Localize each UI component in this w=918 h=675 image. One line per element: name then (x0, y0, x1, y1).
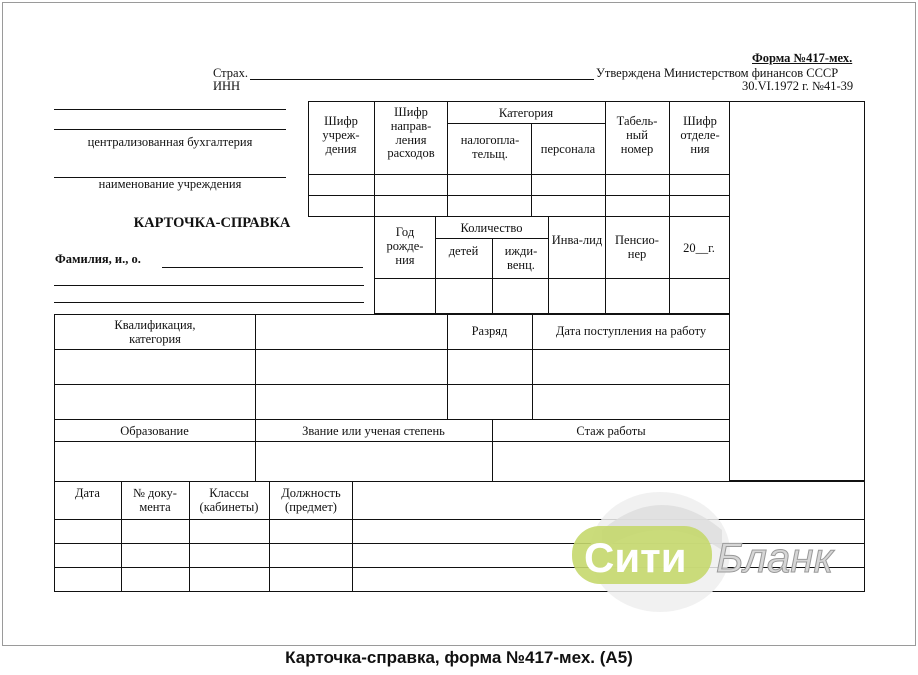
watermark-part1: Сити (584, 534, 687, 581)
col-classes: Классы (кабинеты) (199, 486, 259, 514)
watermark-part2: Бланк (716, 534, 834, 581)
org-line-1 (54, 109, 286, 110)
strakh-label: Страх. (213, 66, 248, 80)
caption: Карточка-справка, форма №417-мех. (А5) (285, 648, 633, 667)
col-direction-code: Шифр направ-ления расходов (387, 105, 435, 161)
approved-text: Утверждена Министерством финансов СССР (596, 66, 839, 80)
col-disabled: Инва-лид (551, 233, 603, 247)
hire-date-label: Дата поступления на работу (555, 324, 707, 338)
fio-line-2 (54, 285, 364, 286)
central-accounting-label: централизованная бухгалтерия (87, 135, 253, 149)
experience-label: Стаж работы (576, 424, 646, 438)
org-line-2 (54, 129, 286, 130)
rank-label: Разряд (471, 324, 508, 338)
education-label: Образование (120, 424, 189, 438)
inn-label: ИНН (213, 79, 241, 93)
col-pensioner: Пенсио-нер (615, 233, 659, 261)
strakh-line (250, 79, 594, 80)
col-position: Должность (предмет) (281, 486, 341, 514)
col-doc-no: № доку-мента (133, 486, 177, 514)
col-birth-year: Год рожде-ния (386, 225, 424, 267)
col-date: Дата (75, 486, 100, 500)
right-column-box (729, 101, 865, 481)
citiblank-watermark-logo (572, 490, 892, 625)
approval-date: 30.VI.1972 г. №41-39 (742, 79, 854, 93)
degree-label: Звание или ученая степень (302, 424, 445, 438)
col-quantity: Количество (460, 221, 523, 235)
col-institution-code: Шифр учреж-дения (322, 114, 360, 156)
fio-line-1 (162, 267, 363, 268)
fio-label: Фамилия, и., о. (55, 252, 141, 266)
qualification-label: Квалификация, категория (114, 318, 196, 346)
col-dependents: ижди-венц. (504, 244, 538, 272)
col-year: 20__г. (683, 241, 715, 255)
col-children: детей (448, 244, 479, 258)
col-tab-no: Табель-ный номер (616, 114, 658, 156)
fio-line-3 (54, 302, 364, 303)
institution-name-label: наименование учреждения (98, 177, 242, 191)
col-category: Категория (498, 106, 554, 120)
col-personnel: персонала (540, 142, 596, 156)
page-title: КАРТОЧКА-СПРАВКА (133, 215, 291, 231)
col-dept-code: Шифр отделе-ния (680, 114, 720, 156)
form-number: Форма №417-мех. (752, 51, 853, 65)
col-taxpayer: налогопла-тельщ. (460, 133, 520, 161)
